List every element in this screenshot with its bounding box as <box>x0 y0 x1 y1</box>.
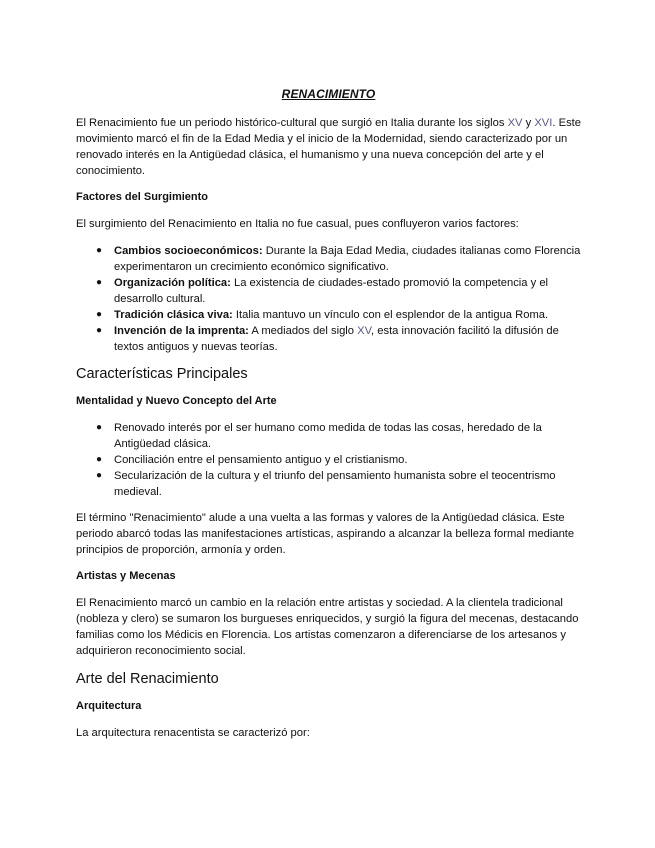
mentalidad-paragraph: El término "Renacimiento" alude a una vuelta a las formas y valores de la Antigüedad clásica. Este periodo abarcó todas las manifestaciones artísticas, aspirando a alcanzar la belleza formal mediante principios de proporción, armonía y orden. <box>76 512 575 556</box>
arte-heading: Arte del Renacimiento <box>76 671 219 687</box>
intro-paragraph <box>76 115 581 179</box>
item-text: A mediados del siglo <box>248 325 358 337</box>
intro-text-1: El Renacimiento fue un periodo histórico-cultural que surgió en Italia durante los siglos <box>76 117 508 129</box>
item-text: Conciliación entre el pensamiento antiguo y el cristianismo. <box>114 454 408 466</box>
item-text: Italia mantuvo un vínculo con el esplendor de la antigua Roma. <box>232 309 549 321</box>
bullet-icon: ● <box>96 277 103 288</box>
item-bold-label: Organización política: <box>114 277 231 289</box>
century-xv: XV <box>507 117 523 129</box>
bullet-icon: ● <box>96 454 103 465</box>
item-bold-label: Cambios socioeconómicos: <box>114 245 263 257</box>
arquitectura-heading: Arquitectura <box>76 700 142 712</box>
item-bold-label: Invención de la imprenta: <box>114 325 249 337</box>
artistas-paragraph: El Renacimiento marcó un cambio en la relación entre artistas y sociedad. A la clientela tradicional (nobleza y clero) se sumaron los burgueses enriquecidos, y surgió la figura del mecenas, destacando familias como los Médicis en Florencia. Los artistas comenzaron a diferenciarse de los artesanos y adquirieron reconocimiento social. <box>76 597 579 657</box>
mentalidad-list <box>76 420 581 500</box>
list-item <box>96 420 581 452</box>
item-text: Renovado interés por el ser humano como medida de todas las cosas, heredado de la Antigüedad clásica. <box>114 422 542 450</box>
list-item <box>96 243 581 275</box>
mentalidad-heading: Mentalidad y Nuevo Concepto del Arte <box>76 395 277 407</box>
century-xvi: XVI <box>534 117 553 129</box>
page-title: RENACIMIENTO <box>281 87 376 101</box>
bullet-icon: ● <box>96 309 103 320</box>
item-text: La existencia de ciudades-estado promovió la competencia y el desarrollo cultural. <box>114 277 549 305</box>
bullet-icon: ● <box>96 470 103 481</box>
artistas-heading: Artistas y Mecenas <box>76 570 176 582</box>
item-text: Secularización de la cultura y el triunfo del pensamiento humanista sobre el teocentrismo medieval. <box>114 470 556 498</box>
bullet-icon: ● <box>96 422 103 433</box>
document-content <box>76 87 581 752</box>
bullet-icon: ● <box>96 245 103 256</box>
item-text: Durante la Baja Edad Media, ciudades italianas como Florencia experimentaron un crecimiento económico significativo. <box>114 245 581 273</box>
bullet-icon: ● <box>96 325 103 336</box>
century-xv: XV <box>357 325 372 337</box>
factores-list <box>76 243 581 355</box>
factores-heading: Factores del Surgimiento <box>76 191 209 203</box>
arquitectura-lead: La arquitectura renacentista se caracterizó por: <box>76 727 310 739</box>
intro-text-3: . Este movimiento marcó el fin de la Edad Media y el inicio de la Modernidad, siendo caracterizado por un renovado interés en la Antigüedad clásica, el humanismo y una nueva concepción del arte y el conocimiento. <box>76 117 581 177</box>
factores-lead: El surgimiento del Renacimiento en Italia no fue casual, pues confluyeron varios factores: <box>76 218 519 230</box>
list-item <box>96 307 581 323</box>
list-item <box>96 323 581 355</box>
intro-text-2: y <box>522 117 535 129</box>
list-item <box>96 275 581 307</box>
list-item <box>96 468 581 500</box>
item-bold-label: Tradición clásica viva: <box>114 309 233 321</box>
item-text: , esta innovación facilitó la difusión de textos antiguos y nuevas teorías. <box>114 325 559 353</box>
list-item <box>96 452 581 468</box>
caracteristicas-heading: Características Principales <box>76 366 248 382</box>
